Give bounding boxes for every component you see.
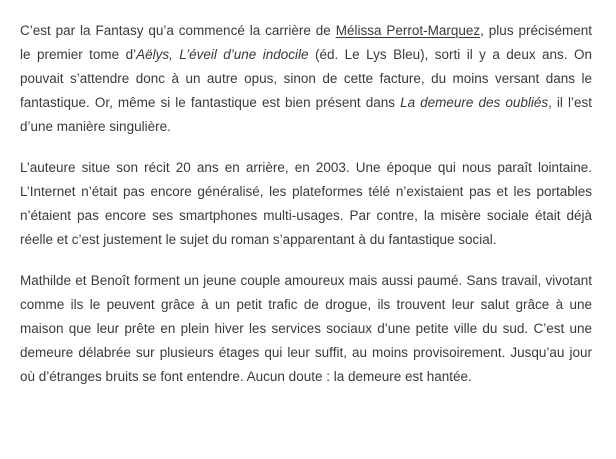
series-title: Aëlys, L’éveil d’une indocile xyxy=(136,47,309,62)
paragraph-1-text-b: , plus précisément le premier tome d’ xyxy=(20,23,592,62)
paragraph-3: Mathilde et Benoît forment un jeune couple amoureux mais aussi paumé. Sans travail, vivotant comme ils le peuvent grâce à un petit trafic de drogue, ils trouvent leur salut grâce à une maison que leur prête en plein hiver les services sociaux d’une petite ville du sud. C’est une demeure délabrée sur plusieurs étages qui leur suffit, au moins provisoirement. Jusqu’au jour où d’étranges bruits se font entendre. Aucun doute : la demeure est hantée. xyxy=(20,273,592,384)
paragraph-1-text-c: (éd. Le Lys Bleu), sorti il y a deux ans. On pouvait s’attendre donc à un autre opus, sinon de cette facture, du moins versant dans le fantastique. Or, même si le fantastique est bien présent dans xyxy=(20,47,592,110)
paragraph-2: L’auteure situe son récit 20 ans en arrière, en 2003. Une époque qui nous paraît lointaine. L’Internet n’était pas encore généralisé, les plateformes télé n’existaient pas et les portables n’étaient pas encore ses smartphones multi-usages. Par contre, la misère sociale était déjà réelle et c’est justement le sujet du roman s’apparentant à du fantastique social. xyxy=(20,160,592,247)
paragraph-1-text-d: , il l’est d’une manière singulière. xyxy=(20,95,592,134)
article-body xyxy=(20,19,592,406)
author-link[interactable]: Mélissa Perrot-Marquez xyxy=(335,23,481,38)
paragraph-1-text-a: C’est par la Fantasy qu’a commencé la carrière de xyxy=(20,23,336,38)
paragraph-1 xyxy=(20,19,592,139)
book-title: La demeure des oubliés xyxy=(400,95,549,110)
